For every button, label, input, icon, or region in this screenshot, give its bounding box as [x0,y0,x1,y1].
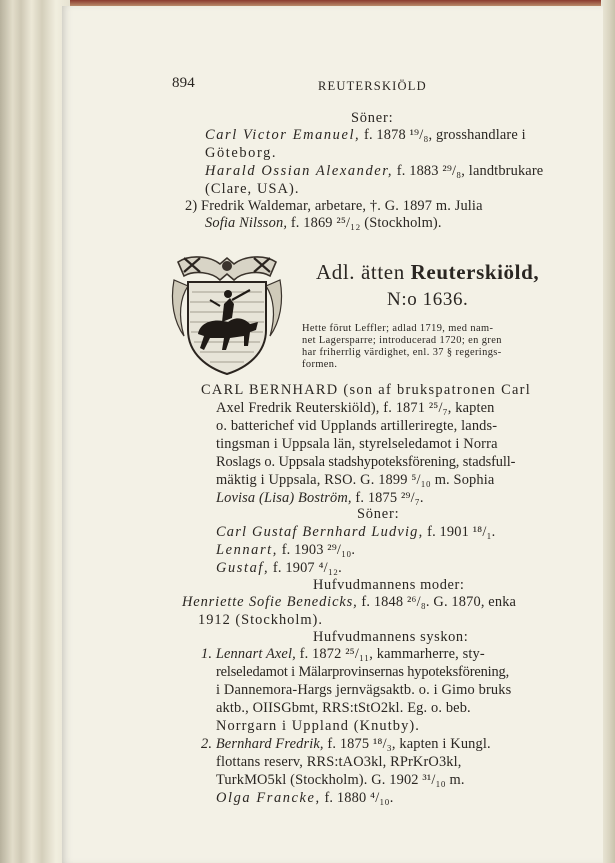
entry-line: tingsman i Uppsala län, styrelseledamot i Norra [216,436,498,452]
entry-line: Axel Fredrik Reuterskiöld), f. 1871 ²⁵/₇, kapten [216,400,495,416]
entry-line: Henriette Sofie Benedicks, f. 1848 ²⁶/₈. G. 1870, enka [182,594,517,610]
person-name: Sofia Nilsson, [205,215,288,231]
person-name: Lovisa (Lisa) Boström, [216,490,352,506]
entry-line: TurkMO5kl (Stockholm). G. 1902 ³¹/₁₀ m. [216,772,465,788]
soner-heading: Söner: [351,110,394,126]
entry-line: mäktig i Uppsala, RSO. G. 1899 ⁵/₁₀ m. Sophia [216,472,495,488]
entry-line: Gustaf, f. 1907 ⁴/₁₂. [216,560,342,576]
entry-line: Sofia Nilsson, f. 1869 ²⁵/₁₂ (Stockholm). [205,215,442,231]
person-name: Carl Gustaf Bernhard Ludvig, [216,524,424,540]
moder-heading: Hufvudmannens moder: [313,577,465,593]
person-name: Gustaf, [216,560,270,576]
book-right-edge [601,0,615,863]
entry-line: aktb., OIISGbmt, RRS:tStO2kl. Eg. o. beb. [216,700,471,716]
soner-heading: Söner: [357,506,400,522]
family-number: N:o 1636. [387,289,469,310]
entry-line: Roslags o. Uppsala stadshypoteksförening, stadsfull- [216,454,516,470]
entry-line: 2) Fredrik Waldemar, arbetare, †. G. 1897 m. Julia [185,198,483,214]
entry-line: (Clare, USA). [205,181,300,197]
entry-line: 1912 (Stockholm). [198,612,323,628]
running-title: REUTERSKIÖLD [318,79,427,93]
entry-line: Lovisa (Lisa) Boström, f. 1875 ²⁹/₇. [216,490,424,506]
entry-line: Lennart, f. 1903 ²⁹/₁₀. [216,542,356,558]
entry-line: Carl Victor Emanuel, f. 1878 ¹⁹/₈, grosshandlare i [205,127,526,143]
entry-line: CARL BERNHARD (son af brukspatronen Carl [201,382,532,398]
entry-line: Carl Gustaf Bernhard Ludvig, f. 1901 ¹⁸/₁. [216,524,496,540]
entry-line: Olga Francke, f. 1880 ⁴/₁₀. [216,790,394,806]
family-title: Adl. ätten Reuterskiöld, [316,260,540,284]
person-name: Carl Victor Emanuel, [205,127,361,143]
person-name: Harald Ossian Alexander, [205,163,394,179]
entry-line: Harald Ossian Alexander, f. 1883 ²⁹/₈, landtbrukare [205,163,544,179]
coat-of-arms-icon [170,252,284,378]
family-note-line: net Lagersparre; introducerad 1720; en gren [302,335,502,346]
entry-line: relseledamot i Mälarprovinsernas hypoteksförening, [216,664,510,680]
entry-line: i Dannemora-Hargs jernvägsaktb. o. i Gimo bruks [216,682,512,698]
family-note-line: Hette förut Leffler; adlad 1719, med nam- [302,323,494,334]
entry-line: flottans reserv, RRS:tAO3kl, RPrKrO3kl, [216,754,462,770]
person-name: 1. Lennart Axel, [201,646,296,662]
family-note-line: har friherrlig värdighet, enl. 37 § regerings- [302,347,502,358]
syskon-heading: Hufvudmannens syskon: [313,629,469,645]
page-number: 894 [172,75,195,91]
entry-line: 2. Bernhard Fredrik, f. 1875 ¹⁸/₃, kapten i Kungl. [201,736,491,752]
book-page-edges [0,0,70,863]
person-name: Olga Francke, [216,790,321,806]
entry-line: 1. Lennart Axel, f. 1872 ²⁵/₁₁, kammarherre, sty- [201,646,485,662]
entry-line: Norrgarn i Uppland (Knutby). [216,718,420,734]
entry-line: Göteborg. [205,145,278,161]
family-name: Reuterskiöld, [410,260,540,284]
person-name: Lennart, [216,542,278,558]
family-note-line: formen. [302,359,338,370]
person-name: Henriette Sofie Benedicks, [182,594,358,610]
person-name: 2. Bernhard Fredrik, [201,736,324,752]
entry-line: o. batterichef vid Upplands artilleriregte, lands- [216,418,498,434]
